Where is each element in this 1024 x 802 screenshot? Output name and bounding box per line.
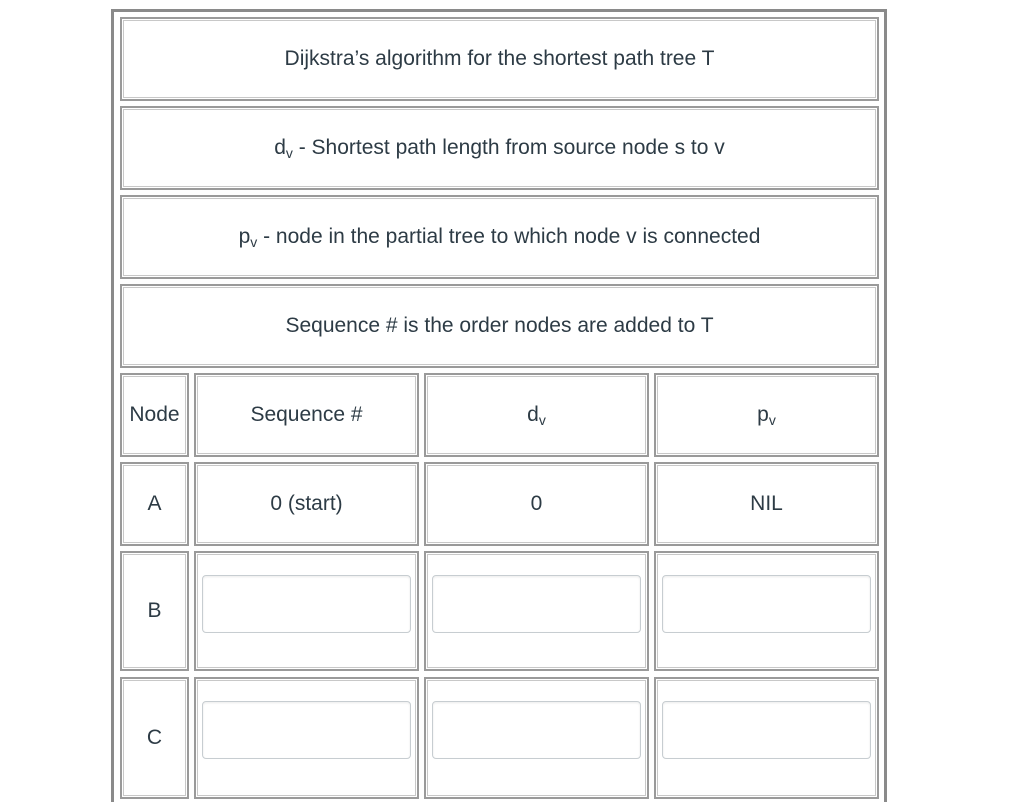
- table-row-c-dv: [424, 677, 649, 799]
- table-row-a-pv: [654, 462, 879, 546]
- title-text: Dijkstra’s algorithm for the shortest path tree T: [284, 47, 715, 70]
- table-row-a-node: [120, 462, 189, 546]
- header-pv-cell: [654, 373, 879, 457]
- header-sequence-label: Sequence #: [250, 403, 363, 426]
- pv-definition-text: $p_v$ - node in the partial tree to which node v is connected: [238, 225, 761, 250]
- dv-definition-text: $d_v$ - Shortest path length from source node s to v: [274, 136, 725, 161]
- table-row-b-dv: [424, 551, 649, 671]
- table-row-a-dv: [424, 462, 649, 546]
- header-node-label: Node: [129, 403, 180, 426]
- title-cell: [120, 17, 879, 101]
- header-node-cell: [120, 373, 189, 457]
- sequence-value: 0 (start): [270, 492, 343, 515]
- pv-definition-cell: [120, 195, 879, 279]
- sequence-definition-text: Sequence # is the order nodes are added to T: [285, 314, 714, 337]
- dv-definition-cell: [120, 106, 879, 190]
- sequence-input-c[interactable]: [202, 701, 411, 759]
- dv-input-c[interactable]: [432, 701, 641, 759]
- pv-input-c[interactable]: [662, 701, 871, 759]
- header-sequence-cell: [194, 373, 419, 457]
- header-pv-label: $p_v$: [757, 403, 776, 428]
- table-row-b-sequence: [194, 551, 419, 671]
- node-label: A: [147, 492, 162, 515]
- dv-input-b[interactable]: [432, 575, 641, 633]
- pv-value: NIL: [750, 492, 783, 515]
- table-row-c-node: [120, 677, 189, 799]
- node-label: B: [147, 599, 162, 622]
- table-row-b-node: [120, 551, 189, 671]
- table-row-c-sequence: [194, 677, 419, 799]
- pv-input-b[interactable]: [662, 575, 871, 633]
- node-label: C: [146, 726, 163, 749]
- dv-value: 0: [530, 492, 543, 515]
- table-row-b-pv: [654, 551, 879, 671]
- header-dv-cell: [424, 373, 649, 457]
- table-row-a-sequence: [194, 462, 419, 546]
- header-dv-label: $d_v$: [527, 403, 546, 428]
- sequence-input-b[interactable]: [202, 575, 411, 633]
- table-row-c-pv: [654, 677, 879, 799]
- sequence-definition-cell: [120, 284, 879, 368]
